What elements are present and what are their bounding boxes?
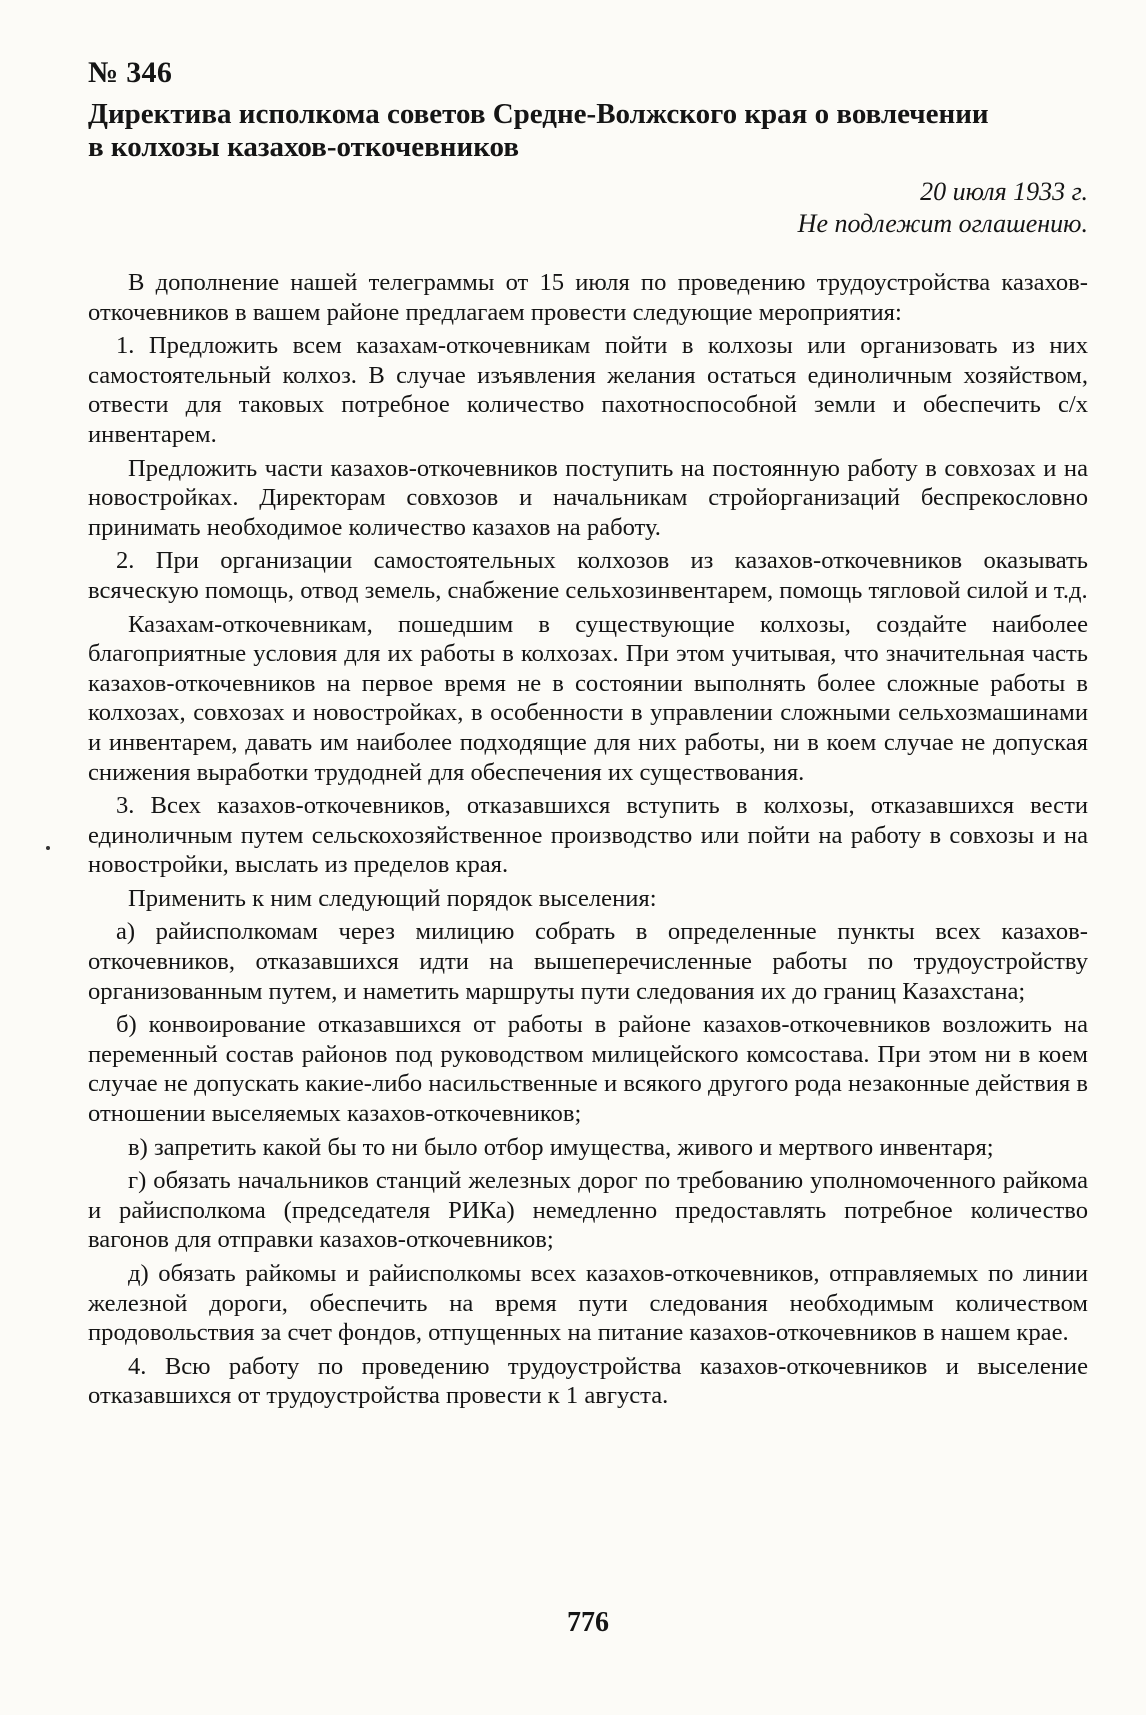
paragraph-item-4: 4. Всю работу по проведению трудоустройства казахов-откочевников и выселение отказавшихся от трудоустройства провести к 1 августа. [88,1352,1088,1410]
paragraph-item-v: в) запретить какой бы то ни было отбор имущества, живого и мертвого инвентаря; [128,1133,994,1161]
stray-mark [46,846,50,850]
paragraph-item-3: 3. Всех казахов-откочевников, отказавшихся вступить в колхозы, отказавшихся вести единоличным путем сельскохозяйственное производство или пойти на работу в совхозы и на новостройки, выслать из пределов края. [88,792,1088,879]
document-body [88,268,1088,1411]
document-title: Директива исполкома советов Средне-Волжского края о вовлечении в колхозы казахов-откочевников [88,98,989,163]
paragraph-item-a: а) райисполкомам через милицию собрать в определенные пункты всех казахов-откочевников, отказавшихся идти на вышеперечисленные работы по трудоустройству организованным путем, и наметить маршруты пути следования их до границ Казахстана; [88,918,1088,1005]
paragraph-item-1-cont: Предложить части казахов-откочевников поступить на постоянную работу в совхозах и на новостройках. Директорам совхозов и начальникам стройорганизаций беспрекословно принимать необходимое количество казахов на работу. [88,454,1088,541]
page-number: 776 [567,1607,609,1638]
paragraph-item-2: 2. При организации самостоятельных колхозов из казахов-откочевников оказывать всяческую помощь, отвод земель, снабжение сельхозинвентарем, помощь тягловой силой и т.д. [88,547,1088,604]
paragraph-item-b: б) конвоирование отказавшихся от работы в районе казахов-откочевников возложить на переменный состав районов под руководством милицейского комсостава. При этом ни в коем случае не допускать какие-либо насильственные и всякого другого рода незаконные действия в отношении выселяемых казахов-откочевников; [88,1011,1088,1128]
paragraph-eviction-order: Применить к ним следующий порядок выселения: [128,884,657,912]
document-date: 20 июля 1933 г. [920,177,1088,206]
paragraph-item-1: 1. Предложить всем казахам-откочевникам пойти в колхозы или организовать из них самостоятельный колхоз. В случае изъявления желания остаться единоличным хозяйством, отвести для таковых потребное количество пахотноспособной земли и обеспечить с/х инвентарем. [88,332,1088,448]
paragraph-intro: В дополнение нашей телеграммы от 15 июля по проведению трудоустройства казахов-откочевников в вашем районе предлагаем провести следующие мероприятия: [88,269,1088,326]
paragraph-item-2-cont: Казахам-откочевникам, пошедшим в существующие колхозы, создайте наиболее благоприятные условия для их работы в колхозах. При этом учитывая, что значительная часть казахов-откочевников на первое время не в состоянии выполнять более сложные работы в колхозах, совхозах и новостройках, в особенности в управлении сложными сельхозмашинами и инвентарем, давать им наиболее подходящие для них работы, ни в коем случае не допуская снижения выработки трудодней для обеспечения их существования. [88,610,1088,786]
paragraph-item-g: г) обязать начальников станций железных дорог по требованию уполномоченного райкома и райисполкома (председателя РИКа) немедленно предоставлять потребное количество вагонов для отправки казахов-откочевников; [88,1167,1088,1254]
paragraph-item-d: д) обязать райкомы и райисполкомы всех казахов-откочевников, отправляемых по линии железной дороги, обеспечить на время пути следования необходимым количеством продовольствия за счет фондов, отпущенных на питание казахов-откочевников в нашем крае. [88,1260,1088,1347]
document-page [88,56,1088,1696]
document-number: № 346 [88,56,173,89]
secrecy-note: Не подлежит оглашению. [797,209,1088,238]
